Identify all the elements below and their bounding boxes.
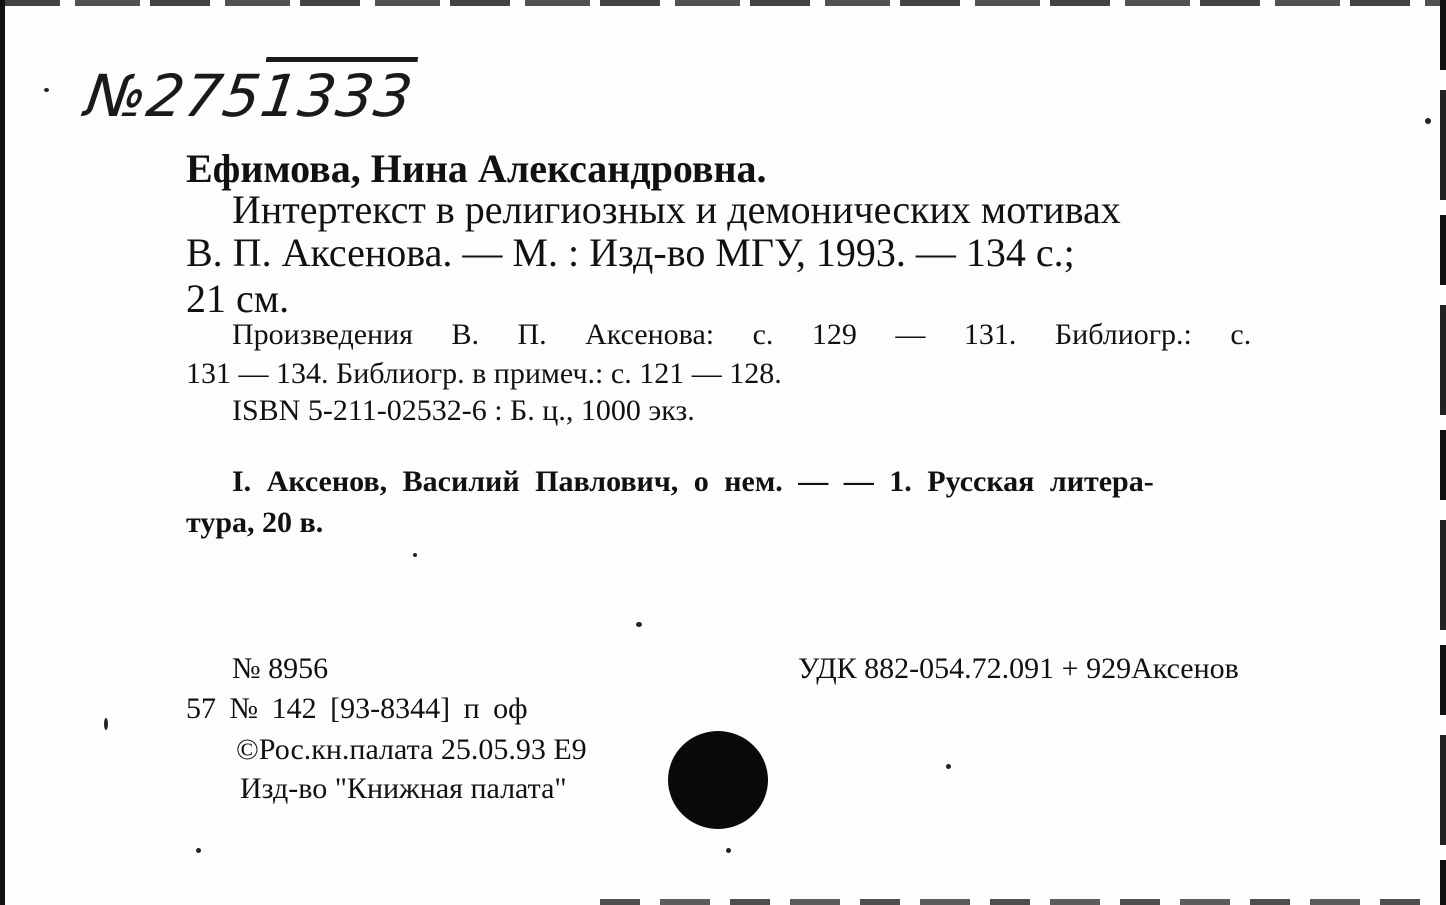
speck (726, 848, 731, 853)
title-line-2: В. П. Аксенова. — М. : Изд-во МГУ, 1993. — 134 с.; (186, 230, 1075, 275)
title-line-1: Интертекст в религиозных и демонических мотивах (232, 187, 1121, 232)
speck (946, 764, 951, 769)
inventory-number-handwritten (81, 62, 417, 130)
speck (1425, 118, 1431, 124)
author-heading: Ефимова, Нина Александровна. (186, 146, 767, 191)
card-bottom-edge (600, 899, 1446, 905)
speck (104, 718, 108, 730)
card-right-edge (1440, 0, 1446, 905)
ink-blot (668, 731, 768, 829)
notes-line-1: Произведения В. П. Аксенова: с. 129 — 131. Библиогр.: с. (232, 318, 1252, 351)
inventory-number-suffix: 1333 (256, 62, 418, 130)
inventory-number-prefix: №275 (81, 62, 266, 130)
notes-line-2: 131 — 134. Библиогр. в примеч.: с. 121 — 128. (186, 357, 782, 390)
speck (44, 88, 49, 92)
speck (413, 553, 417, 557)
speck (636, 622, 642, 627)
title-line-3: 21 см. (186, 276, 290, 321)
card-top-edge (0, 0, 1446, 6)
udk-classification: УДК 882-054.72.091 + 929Аксенов (798, 652, 1239, 685)
imprint-line-3: Изд-во "Книжная палата" (240, 772, 567, 805)
subject-line-1: I. Аксенов, Василий Павлович, о нем. — — 1. Русская литера- (232, 465, 1154, 498)
isbn-line: ISBN 5-211-02532-6 : Б. ц., 1000 экз. (232, 394, 695, 427)
card-number: № 8956 (232, 652, 329, 685)
imprint-line-1: 57 № 142 [93-8344] п оф (186, 692, 528, 725)
subject-line-2: тура, 20 в. (186, 506, 324, 539)
imprint-line-2: ©Рос.кн.палата 25.05.93 Е9 (236, 733, 587, 766)
card-left-edge (0, 0, 5, 905)
speck (196, 848, 201, 853)
